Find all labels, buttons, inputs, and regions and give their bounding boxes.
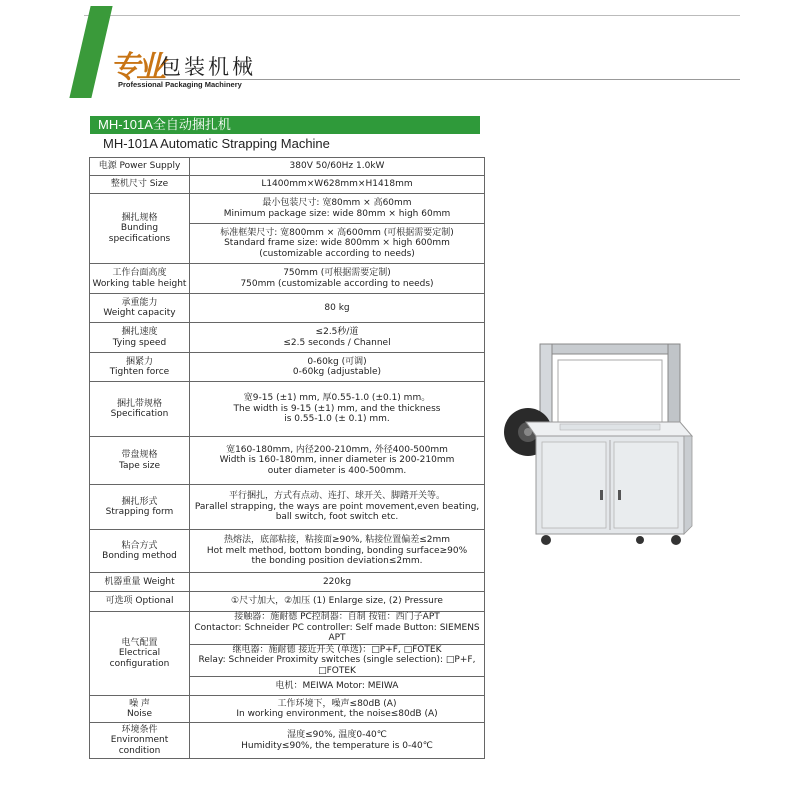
label-cn: 电气配置 [121, 637, 158, 648]
spec-value: 220kg [190, 573, 485, 592]
label-cn: 带盘规格 [121, 450, 158, 460]
brand-title-en: Professional Packaging Machinery [118, 80, 242, 89]
spec-label [90, 294, 190, 323]
label-en: specifications [108, 233, 171, 244]
label-cn: 捆扎速度 [121, 327, 158, 337]
table-row [90, 530, 485, 573]
value-en: Humidity≤90%, the temperature is 0-40℃ [241, 740, 433, 751]
spec-value [190, 382, 485, 437]
spec-label [90, 264, 190, 294]
value-en: Standard frame size: wide 800mm × high 600mm [224, 238, 450, 249]
label-cn: 捆扎带规格 [116, 398, 162, 409]
spec-value [190, 437, 485, 485]
spec-value [190, 530, 485, 573]
table-row [90, 723, 485, 759]
value-cn: 宽160-180mm, 内径200-210mm, 外径400-500mm [226, 444, 448, 455]
value-en: Contactor: Schneider PC controller: Self made Button: SIEMENS APT [194, 622, 480, 643]
spec-value [190, 696, 485, 723]
spec-label [90, 485, 190, 530]
label-en: Weight capacity [103, 308, 176, 318]
table-row [90, 573, 485, 592]
value-en: outer diameter is 400-500mm. [267, 465, 407, 476]
value-en: The width is 9-15 (±1) mm, and the thickness [233, 403, 441, 414]
label-en: Electrical [118, 648, 161, 659]
value-en: Width is 160-180mm, inner diameter is 200-210mm [219, 455, 455, 466]
spec-label [90, 194, 190, 264]
value-cn: 750mm (可根据需要定制) [283, 268, 391, 278]
product-title-bar: MH-101A全自动捆扎机 [90, 116, 480, 134]
value-cn: 平行捆扎，方式有点动、连打、球开关、脚踏开关等。 [228, 491, 445, 502]
label-en: Noise [127, 709, 152, 719]
value-en: ball switch, foot switch etc. [275, 512, 399, 523]
value-cn: 接触器：施耐德 PC控制器：自制 按钮：西门子APT [234, 612, 440, 622]
label-cn: 粘合方式 [121, 540, 158, 551]
spec-label [90, 723, 190, 759]
table-row [90, 323, 485, 353]
spec-label: 机器重量 Weight [90, 573, 190, 592]
spec-value [190, 612, 485, 645]
table-row [90, 612, 485, 645]
value-cn: ≤2.5秒/道 [315, 327, 359, 337]
table-row [90, 485, 485, 530]
table-row [90, 264, 485, 294]
spec-label: 可选项 Optional [90, 592, 190, 612]
value-en: Minimum package size: wide 80mm × high 60mm [223, 208, 451, 219]
label-en: Bonding method [102, 551, 177, 561]
label-en: Specification [110, 409, 169, 419]
spec-label [90, 353, 190, 382]
spec-label [90, 323, 190, 353]
value-en: ≤2.5 seconds / Channel [283, 337, 391, 348]
spec-value [190, 323, 485, 353]
spec-value: 80 kg [190, 294, 485, 323]
label-cn: 承重能力 [121, 297, 158, 308]
spec-label [90, 530, 190, 573]
label-en: Tape size [118, 460, 161, 471]
table-row [90, 696, 485, 723]
brand-calligraphy: 专业 [110, 50, 162, 85]
spec-value [190, 264, 485, 294]
value-en: Parallel strapping, the ways are point movement,even beating, [194, 501, 480, 512]
value-cn: 0-60kg (可调) [307, 356, 367, 367]
spec-label: 电源 Power Supply [90, 158, 190, 176]
strapping-machine-image [500, 340, 700, 550]
product-subtitle: MH-101A Automatic Strapping Machine [103, 136, 330, 151]
label-en: Environment [110, 735, 169, 746]
spec-value [190, 224, 485, 264]
value-cn: 最小包装尺寸: 宽80mm × 高60mm [262, 198, 412, 208]
table-row [90, 437, 485, 485]
spec-value: 380V 50/60Hz 1.0kW [190, 158, 485, 176]
label-en: Working table height [92, 278, 187, 289]
label-en: Bunding [120, 223, 159, 234]
table-row [90, 294, 485, 323]
label-en: Tying speed [112, 337, 167, 348]
spec-label [90, 612, 190, 696]
value-en: is 0.55-1.0 (± 0.1) mm. [284, 414, 390, 425]
label-en: condition [118, 745, 161, 756]
spec-value [190, 485, 485, 530]
value-cn: 宽9-15 (±1) mm, 厚0.55-1.0 (±0.1) mm。 [243, 393, 431, 404]
table-row [90, 176, 485, 194]
label-en: Strapping form [105, 507, 174, 517]
spec-value [190, 723, 485, 759]
spec-label [90, 696, 190, 723]
value-cn: 工作环境下，噪声≤80dB (A) [277, 698, 397, 709]
table-row [90, 353, 485, 382]
spec-value [190, 194, 485, 224]
green-accent-bar [69, 6, 112, 98]
value-en: Hot melt method, bottom bonding, bonding surface≥90% [206, 545, 468, 556]
table-row [90, 194, 485, 224]
spec-label [90, 382, 190, 437]
table-row [90, 382, 485, 437]
spec-value: 电机：MEIWA Motor: MEIWA [190, 677, 485, 696]
value-en: In working environment, the noise≤80dB (A) [236, 709, 438, 719]
value-en: 750mm (customizable according to needs) [240, 278, 434, 289]
value-cn: 继电器：施耐德 接近开关 (单选)：□P+F, □FOTEK [232, 644, 442, 655]
brand-title-cn: 包装机械 [160, 55, 256, 79]
spec-value: L1400mm×W628mm×H1418mm [190, 176, 485, 194]
value-cn: 热熔法，底部粘接，粘接面≥90%, 粘接位置偏差≤2mm [223, 535, 451, 546]
value-en: Relay: Schneider Proximity switches (single selection): □P+F, □FOTEK [198, 655, 476, 676]
spec-label: 整机尺寸 Size [90, 176, 190, 194]
spec-table [89, 157, 485, 759]
table-row [90, 592, 485, 612]
label-en: Tighten force [109, 367, 170, 377]
table-row [90, 158, 485, 176]
label-cn: 捆扎规格 [121, 212, 158, 223]
value-en: the bonding position deviation≤2mm. [251, 556, 423, 567]
top-divider [84, 15, 740, 16]
spec-value [190, 644, 485, 677]
label-cn: 噪 声 [129, 698, 150, 709]
label-en: configuration [109, 658, 170, 669]
spec-value: ①尺寸加大，②加压 (1) Enlarge size, (2) Pressure [190, 592, 485, 612]
value-en: 0-60kg (adjustable) [292, 367, 382, 377]
spec-value [190, 353, 485, 382]
value-cn: 湿度≤90%, 温度0-40℃ [287, 730, 387, 740]
value-en: (customizable according to needs) [259, 248, 415, 259]
label-cn: 捆扎形式 [121, 496, 158, 507]
label-cn: 捆紧力 [125, 356, 153, 367]
value-cn: 标准框架尺寸: 宽800mm × 高600mm (可根据需要定制) [220, 227, 454, 238]
label-cn: 工作台面高度 [112, 268, 167, 278]
spec-label [90, 437, 190, 485]
label-cn: 环境条件 [121, 724, 158, 735]
